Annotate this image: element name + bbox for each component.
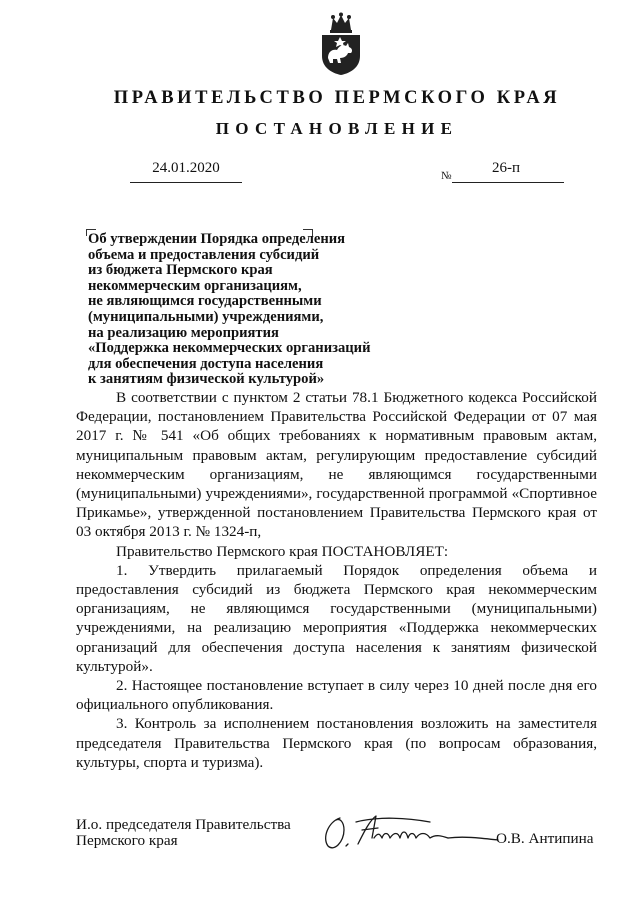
subject-line: для обеспечения доступа населения bbox=[88, 355, 324, 372]
body-clause-2: 2. Настоящее постановление вступает в силу через 10 дней после дня его официального опубликования. bbox=[76, 677, 597, 714]
body-clause-1: 1. Утвердить прилагаемый Порядок определения объема и предоставления субсидий из бюджета Пермского края некоммерческим организациям, не являющимся государственными (муниципальными) учреждениями, на реализацию мероприятия «Поддержка некоммерческих организаций для обеспечения доступа населения к занятиям физической культурой». bbox=[76, 561, 597, 675]
subject-line: некоммерческим организациям, bbox=[88, 277, 302, 294]
document-subject bbox=[88, 232, 408, 388]
body-preamble: В соответствии с пунктом 2 статьи 78.1 Бюджетного кодекса Российской Федерации, постановлением Правительства Российской Федерации от 07 мая 2017 г. № 541 «Об общих требованиях к нормативным правовым актам, муниципальным правовым актам, регулирующим предоставление субсидий некоммерческим организациям, не являющимся государственными (муниципальными) учреждениями», государственной программой «Спортивное Прикамье», утвержденной постановлением Правительства Пермского края от 03 октября 2013 г. № 1324-п, bbox=[76, 389, 597, 541]
document-number-field bbox=[452, 160, 564, 183]
body-resolution-intro: Правительство Пермского края ПОСТАНОВЛЯЕТ: bbox=[116, 542, 449, 560]
subject-line: «Поддержка некоммерческих организаций bbox=[88, 340, 371, 357]
signatory-name: О.В. Антипина bbox=[496, 830, 594, 847]
signatory-title-line: Пермского края bbox=[76, 832, 178, 849]
subject-line: Об утверждении Порядка определения bbox=[88, 231, 346, 247]
signatory-title bbox=[76, 817, 291, 849]
subject-line: не являющимся государственными bbox=[88, 293, 322, 310]
coat-of-arms-icon bbox=[318, 12, 364, 76]
subject-line: к занятиям физической культурой» bbox=[88, 371, 325, 388]
document-date: 24.01.2020 bbox=[130, 160, 242, 183]
document-number: 26-п bbox=[492, 160, 521, 176]
organization-title: ПРАВИТЕЛЬСТВО ПЕРМСКОГО КРАЯ bbox=[113, 88, 561, 108]
subject-line: (муниципальными) учреждениями, bbox=[88, 308, 324, 325]
subject-line: объема и предоставления субсидий bbox=[88, 246, 320, 263]
number-sign: № bbox=[441, 170, 452, 182]
body-clause-3: 3. Контроль за исполнением постановления возложить на заместителя председателя Правительства Пермского края (по вопросам образования, культуры, спорта и туризма). bbox=[76, 715, 597, 771]
subject-line: на реализацию мероприятия bbox=[88, 324, 279, 341]
document-type: ПОСТАНОВЛЕНИЕ bbox=[215, 119, 459, 138]
handwritten-signature bbox=[318, 808, 503, 854]
subject-line: из бюджета Пермского края bbox=[88, 262, 273, 279]
signatory-title-line: И.о. председателя Правительства bbox=[76, 816, 291, 833]
document-body bbox=[76, 388, 597, 772]
